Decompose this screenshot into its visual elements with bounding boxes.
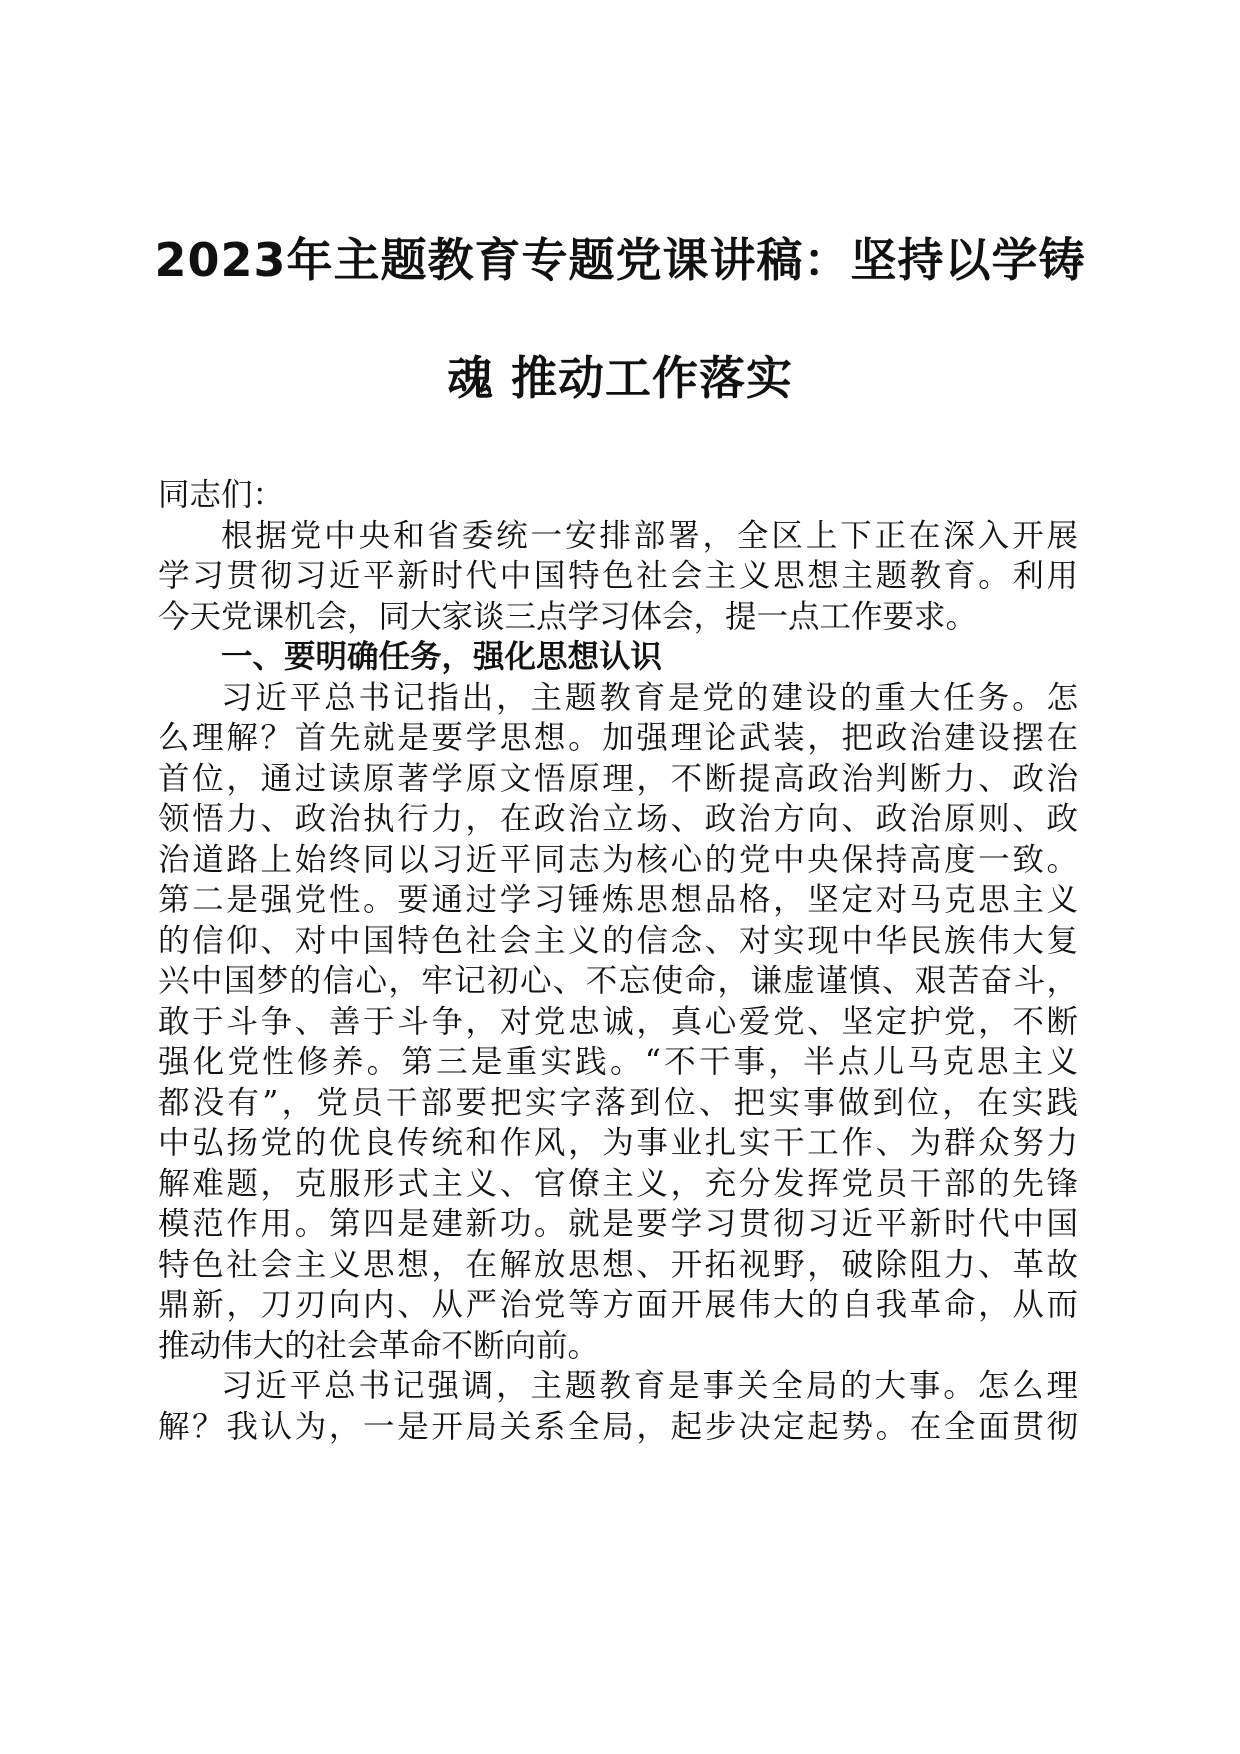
body-line: 敢于斗争、善于斗争，对党忠诚，真心爱党、坚定护党，不断 xyxy=(158,1003,1078,1040)
body-line: 领悟力、政治执行力，在政治立场、政治方向、政治原则、政 xyxy=(158,801,1078,837)
body-line: 强化党性修养。第三是重实践。“不干事，半点儿马克思主义 xyxy=(158,1044,1078,1080)
salutation: 同志们： xyxy=(158,477,285,513)
body-line: 习近平总书记指出，主题教育是党的建设的重大任务。怎 xyxy=(221,679,1078,716)
section-heading: 一、要明确任务，强化思想认识 xyxy=(221,639,663,675)
body-line: 都没有”，党员干部要把实字落到位、把实事做到位，在实践 xyxy=(158,1084,1078,1121)
document-body xyxy=(158,475,1078,1447)
document-title-line-1: 2023年主题教育专题党课讲稿：坚持以学铸 xyxy=(154,233,1086,287)
body-line: 解难题，克服形式主义、官僚主义，充分发挥党员干部的先锋 xyxy=(158,1165,1078,1202)
body-line: 鼎新，刀刃向内、从严治党等方面开展伟大的自我革命，从而 xyxy=(158,1287,1078,1323)
body-line: 第二是强党性。要通过学习锤炼思想品格，坚定对马克思主义 xyxy=(158,882,1078,918)
body-line: 的信仰、对中国特色社会主义的信念、对实现中华民族伟大复 xyxy=(158,922,1078,959)
body-line: 解？我认为，一是开局关系全局，起步决定起势。在全面贯彻 xyxy=(158,1408,1078,1445)
body-line: 根据党中央和省委统一安排部署，全区上下正在深入开展 xyxy=(221,517,1078,554)
body-line: 中弘扬党的优良传统和作风，为事业扎实干工作、为群众努力 xyxy=(158,1125,1078,1161)
body-line: 治道路上始终同以习近平同志为核心的党中央保持高度一致。 xyxy=(158,841,1078,878)
body-line: 么理解？首先就是要学思想。加强理论武装，把政治建设摆在 xyxy=(158,720,1078,756)
body-line: 今天党课机会，同大家谈三点学习体会，提一点工作要求。 xyxy=(158,598,978,635)
document-title-line-2: 魂 推动工作落实 xyxy=(446,351,793,405)
body-line: 首位，通过读原著学原文悟原理，不断提高政治判断力、政治 xyxy=(158,760,1078,797)
body-line: 模范作用。第四是建新功。就是要学习贯彻习近平新时代中国 xyxy=(158,1206,1078,1242)
body-line: 习近平总书记强调，主题教育是事关全局的大事。怎么理 xyxy=(221,1368,1078,1404)
body-line: 特色社会主义思想，在解放思想、开拓视野，破除阻力、革故 xyxy=(158,1246,1078,1283)
body-line: 兴中国梦的信心，牢记初心、不忘使命，谦虚谨慎、艰苦奋斗， xyxy=(158,963,1078,999)
body-line: 学习贯彻习近平新时代中国特色社会主义思想主题教育。利用 xyxy=(158,558,1078,594)
body-line: 推动伟大的社会革命不断向前。 xyxy=(158,1327,600,1364)
